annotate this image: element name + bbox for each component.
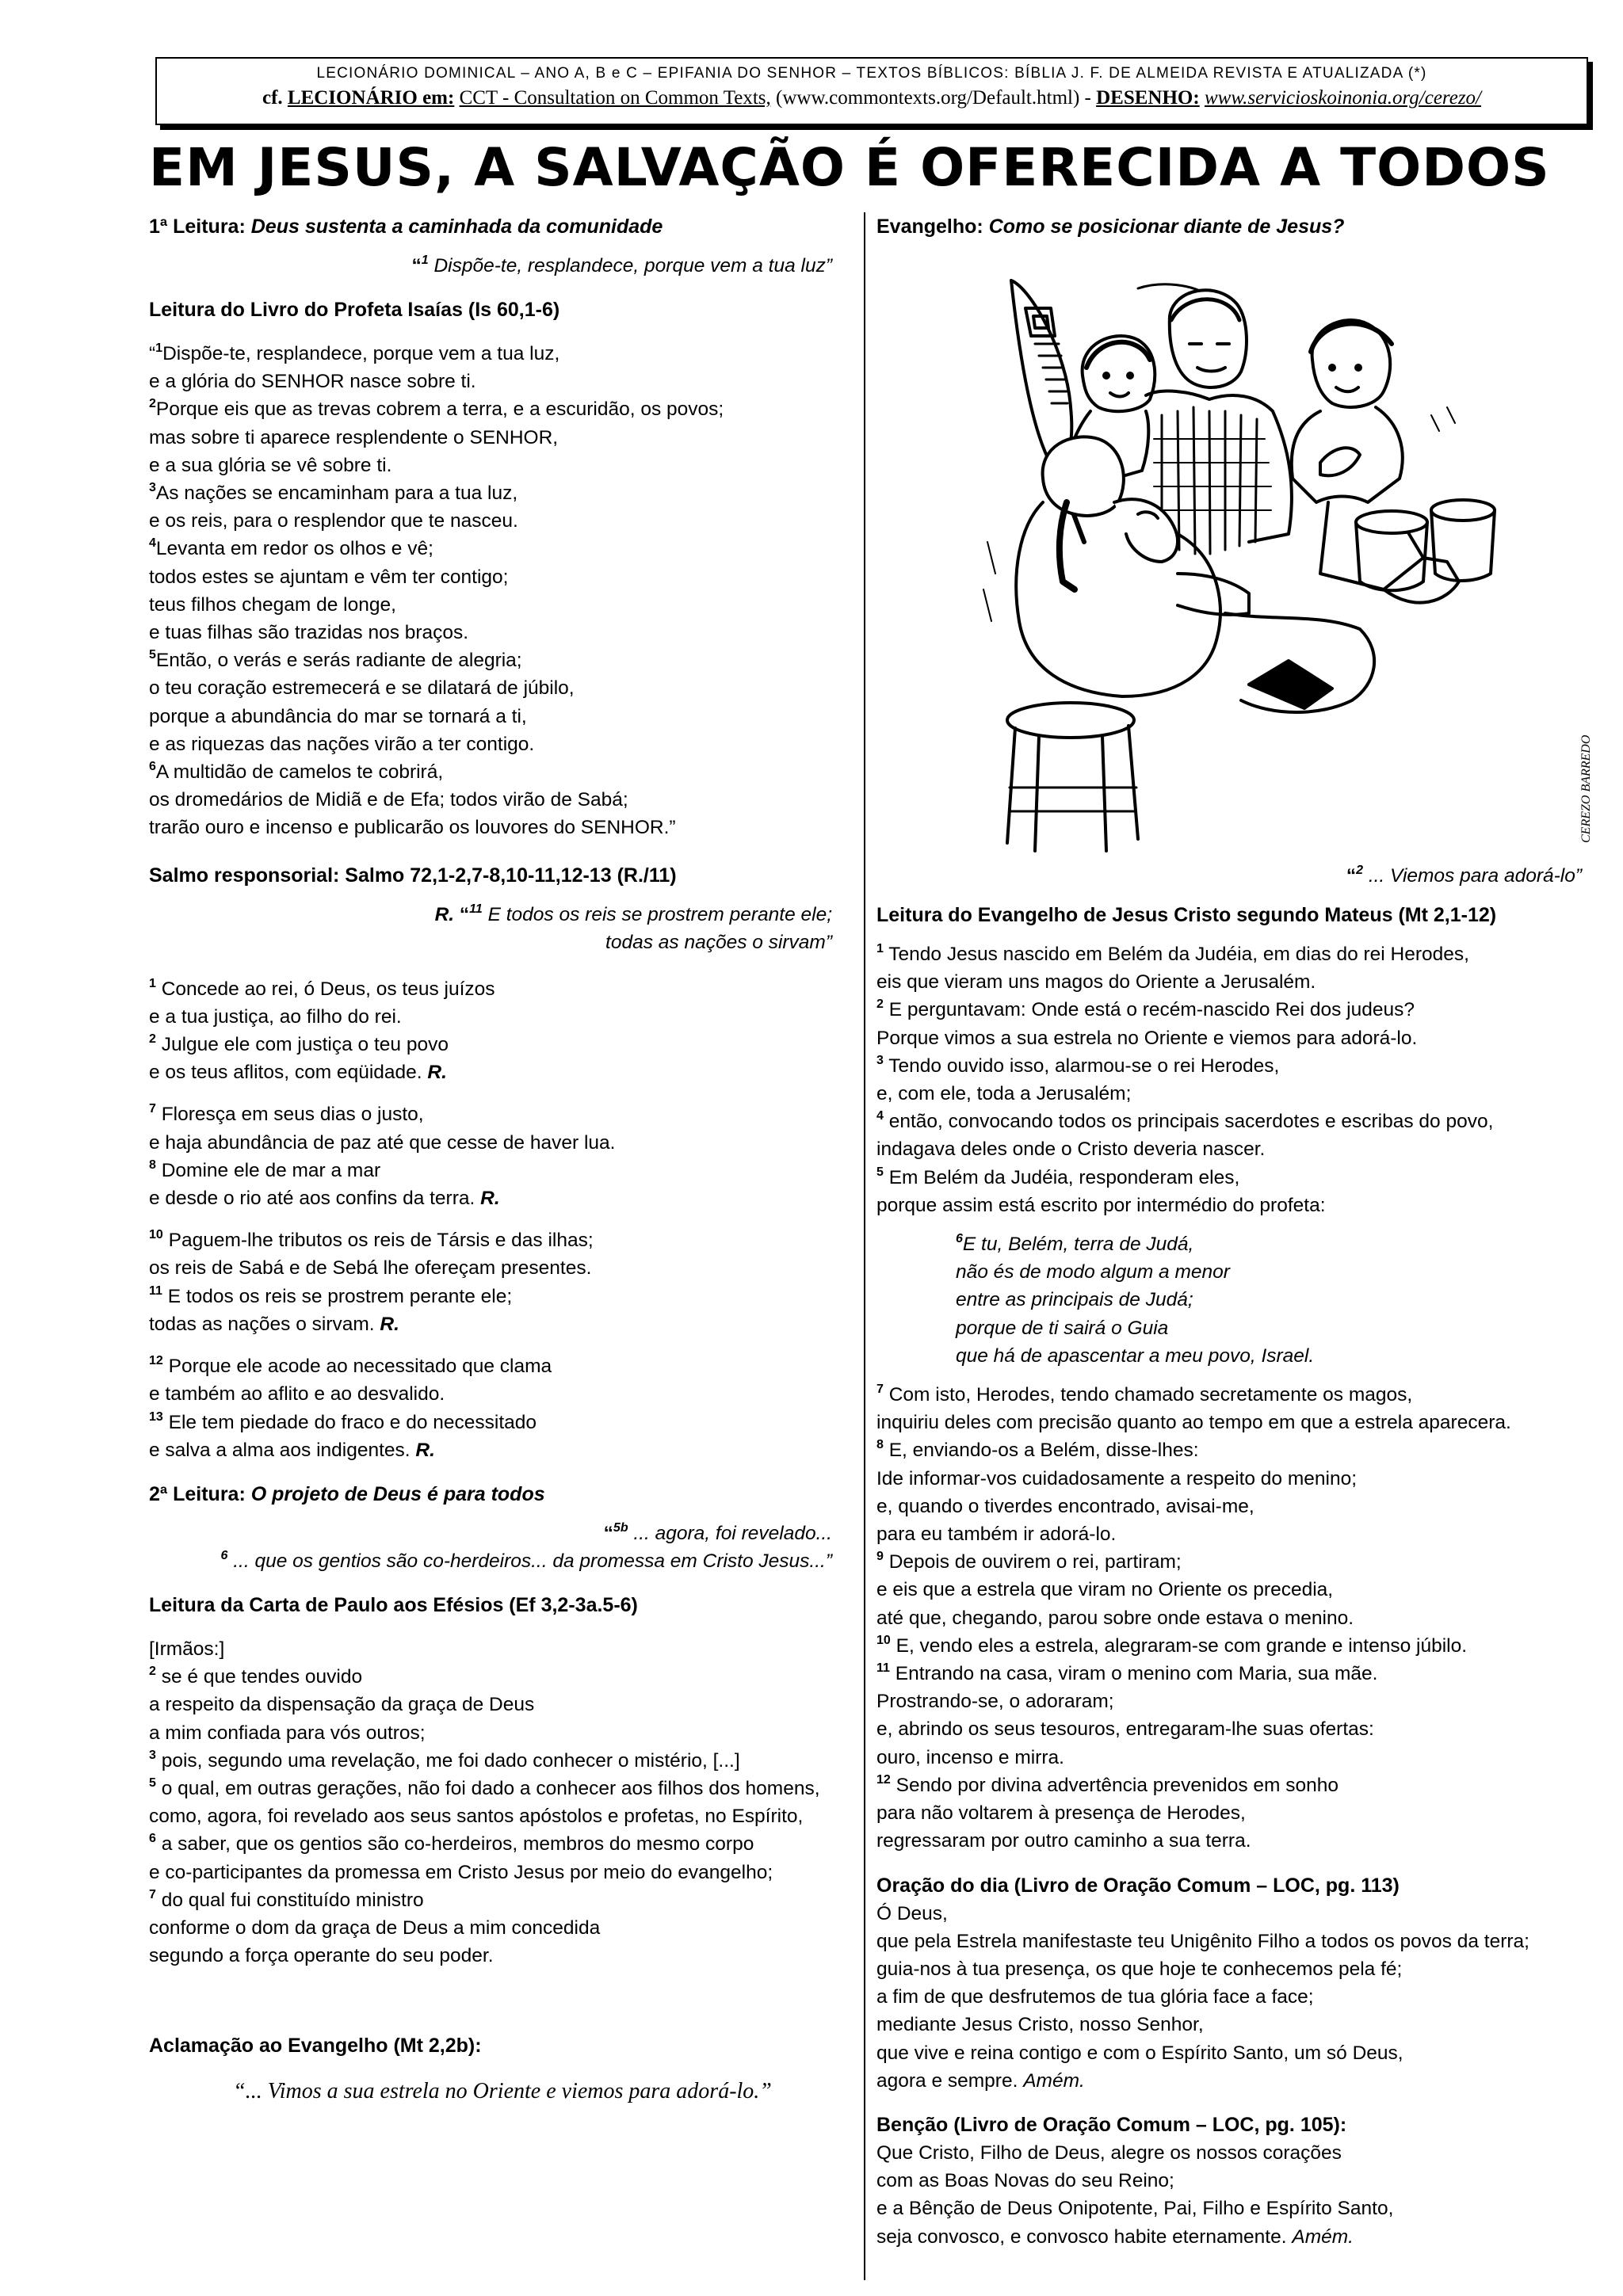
- verse-number: 2: [149, 1032, 156, 1047]
- verse-number: 4: [876, 1109, 884, 1123]
- header-desenho: DESENHO:: [1096, 87, 1200, 109]
- verse-text: e a tua justiça, ao filho do rei.: [149, 1005, 402, 1028]
- verse-text: e os teus aflitos, com eqüidade.: [149, 1062, 428, 1084]
- second-reading-quote: [149, 1520, 856, 1575]
- gospel-heading: Leitura do Evangelho de Jesus Cristo segundo Mateus (Mt 2,1-12): [876, 904, 1497, 926]
- verse-line: [149, 1031, 856, 1058]
- header-lecionario: LECIONÁRIO em:: [287, 87, 455, 109]
- verse-line: [876, 1660, 1606, 1688]
- verse-text: e desde o rio até aos confins da terra.: [149, 1188, 481, 1210]
- verse-line: [149, 674, 856, 702]
- prayer-text: [876, 1900, 1606, 2067]
- verse-line: [149, 1635, 856, 1663]
- gospel-text-part-1: [876, 940, 1606, 1219]
- text-line: a fim de que desfrutemos de tua glória face a face;: [876, 1986, 1314, 2008]
- verse-line: [149, 395, 856, 423]
- verse-number: 5: [149, 1775, 156, 1790]
- second-reading-title: [149, 1480, 856, 1508]
- verse-line: [149, 1691, 856, 1718]
- response-marker: R.: [415, 1439, 435, 1461]
- verse-line: [149, 1283, 856, 1310]
- verse-line: [149, 479, 856, 507]
- verse-text: porque assim está escrito por intermédio do profeta:: [876, 1194, 1326, 1216]
- verse-line: [149, 1719, 856, 1747]
- gospel-label: Evangelho:: [876, 215, 983, 238]
- verse-number: 11: [469, 902, 483, 916]
- prayer-heading: Oração do dia (Livro de Oração Comum – LOC, pg. 113): [876, 1874, 1400, 1897]
- verse-text: todas as nações o sirvam.: [149, 1313, 380, 1335]
- quote-mark: “: [454, 903, 470, 925]
- verse-number: 6: [149, 760, 156, 774]
- text-line: Ó Deus,: [876, 1902, 948, 1924]
- verse-line: [149, 1663, 856, 1691]
- verse-line: [149, 452, 856, 479]
- verse-number: 5: [149, 648, 156, 662]
- psalm-stanza: [149, 1352, 856, 1464]
- verse-line: [149, 1802, 856, 1830]
- verse-text: Concede ao rei, ó Deus, os teus juízos: [155, 978, 495, 1000]
- verse-line: [149, 1310, 856, 1338]
- verse-line: [876, 1744, 1606, 1772]
- psalm-heading: Salmo responsorial: Salmo 72,1-2,7-8,10-11,12-13 (R./11): [149, 864, 677, 887]
- prayer-last-line: [876, 2067, 1606, 2095]
- blessing-heading: Benção (Livro de Oração Comum – LOC, pg. 105):: [876, 2113, 1347, 2136]
- verse-number: 1: [421, 254, 429, 267]
- verse-text: e tuas filhas são trazidas nos braços.: [149, 622, 469, 644]
- quote-mark: “: [411, 255, 422, 277]
- verse-line: [149, 1380, 856, 1408]
- text-line: que vive e reina contigo e com o Espírito Santo, um só Deus,: [876, 2042, 1403, 2064]
- verse-line: [876, 1024, 1606, 1052]
- verse-text: Floresça em seus dias o justo,: [155, 1104, 424, 1126]
- verse-text: e haja abundância de paz até que cesse de haver lua.: [149, 1131, 616, 1154]
- verse-line: [876, 996, 1606, 1024]
- verse-text: a respeito da dispensação da graça de Deus: [149, 1694, 535, 1716]
- verse-line: [876, 1715, 1606, 1743]
- verse-line: [149, 1352, 856, 1380]
- second-reading-theme: O projeto de Deus é para todos: [250, 1482, 545, 1505]
- verse-text: e a glória do SENHOR nasce sobre ti.: [149, 371, 476, 393]
- drum-icon: [1356, 500, 1495, 590]
- verse-line: [149, 1409, 856, 1436]
- acclamation-quote: “... Vimos a sua estrela no Oriente e viemos para adorá-lo.”: [233, 2079, 772, 2104]
- response-line-2: todas as nações o sirvam”: [605, 931, 832, 953]
- verse-line: [956, 1286, 1606, 1314]
- verse-text: e os reis, para o resplendor que te nasceu.: [149, 510, 518, 532]
- verse-line: [876, 1799, 1606, 1827]
- verse-line: [876, 1080, 1606, 1108]
- text-line: e a Bênção de Deus Onipotente, Pai, Filho e Espírito Santo,: [876, 2198, 1394, 2220]
- verse-line: [876, 1164, 1606, 1192]
- verse-line: [149, 368, 856, 395]
- verse-line: [876, 1381, 1606, 1409]
- verse-line: [149, 1747, 856, 1775]
- adoration-drawing: [876, 241, 1606, 862]
- verse-text: teus filhos chegam de longe,: [149, 593, 396, 616]
- verse-text: e, abrindo os seus tesouros, entregaram-lhe suas ofertas:: [876, 1718, 1374, 1741]
- verse-number: 5: [876, 1165, 884, 1179]
- verse-number: 12: [876, 1772, 891, 1787]
- text-line: com as Boas Novas do seu Reino;: [876, 2170, 1174, 2192]
- verse-text: e as riquezas das nações virão a ter contigo.: [149, 733, 535, 755]
- text-line: mediante Jesus Cristo, nosso Senhor,: [876, 2014, 1204, 2036]
- verse-number: 1: [149, 976, 156, 990]
- illustration-signature: CEREZO BARREDO: [1579, 734, 1593, 843]
- verse-line: [149, 1914, 856, 1942]
- verse-line: [876, 1465, 1606, 1493]
- verse-line: [876, 1052, 1606, 1080]
- verse-text: porque a abundância do mar se tornará a ti,: [149, 705, 527, 727]
- verse-line: [149, 703, 856, 730]
- verse-text: Com isto, Herodes, tendo chamado secretamente os magos,: [883, 1384, 1413, 1406]
- verse-line: [876, 1548, 1606, 1576]
- mother-figure: [1016, 437, 1249, 696]
- verse-number: 11: [149, 1283, 162, 1298]
- verse-text: E, vendo eles a estrela, alegraram-se com grande e intenso júbilo.: [890, 1634, 1468, 1657]
- verse-line: [149, 1129, 856, 1157]
- quote-mark: “: [603, 1522, 613, 1544]
- verse-line: [149, 591, 856, 619]
- verse-text: Prostrando-se, o adoraram;: [876, 1691, 1114, 1713]
- verse-line: [876, 1632, 1606, 1660]
- verse-number: 3: [149, 481, 156, 495]
- prayer-closing: agora e sempre.: [876, 2069, 1024, 2092]
- quote-text: ... Viemos para adorá-lo”: [1363, 865, 1582, 887]
- first-reading-title: [149, 212, 856, 241]
- verse-text: e, com ele, toda a Jerusalém;: [876, 1083, 1132, 1105]
- verse-line: [149, 1436, 856, 1464]
- verse-line: [876, 1192, 1606, 1219]
- quote-text: Dispõe-te, resplandece, porque vem a tua luz”: [428, 255, 832, 277]
- verse-number: 11: [876, 1661, 890, 1676]
- verse-number: 2: [149, 397, 156, 411]
- verse-line: [876, 1436, 1606, 1464]
- psalm-text: [149, 975, 856, 1464]
- verse-number: 7: [149, 1102, 156, 1116]
- verse-text: Porque eis que as trevas cobrem a terra, e a escuridão, os povos;: [155, 399, 724, 421]
- verse-line: [876, 968, 1606, 996]
- response-marker: R.: [434, 903, 455, 925]
- verse-text: os reis de Sabá e de Sebá lhe ofereçam presentes.: [149, 1257, 592, 1280]
- verse-line: [956, 1258, 1606, 1286]
- verse-line: [149, 646, 856, 674]
- verse-text: e a sua glória se vê sobre ti.: [149, 454, 392, 476]
- gospel-theme: Como se posicionar diante de Jesus?: [988, 215, 1345, 238]
- verse-line: [149, 1157, 856, 1184]
- verse-line: [149, 1226, 856, 1254]
- verse-number: 13: [149, 1409, 163, 1424]
- verse-number: 7: [876, 1383, 884, 1397]
- verse-text: do qual fui constituído ministro: [155, 1889, 424, 1911]
- verse-line: [149, 563, 856, 591]
- first-reading-label: 1ª Leitura:: [149, 215, 246, 238]
- verse-line: [876, 1108, 1606, 1135]
- quote-mark: “: [149, 343, 156, 364]
- verse-line: [876, 1576, 1606, 1604]
- verse-line: [149, 1886, 856, 1914]
- verse-text: e, quando o tiverdes encontrado, avisai-me,: [876, 1495, 1254, 1517]
- verse-text: então, convocando todos os principais sacerdotes e escribas do povo,: [883, 1111, 1494, 1133]
- verse-line: [149, 758, 856, 786]
- verse-text: Julgue ele com justiça o teu povo: [155, 1034, 449, 1056]
- second-reading-heading: Leitura da Carta de Paulo aos Efésios (Ef 3,2-3a.5-6): [149, 1593, 638, 1616]
- verse-number: 8: [149, 1158, 156, 1172]
- verse-line: [149, 814, 856, 841]
- verse-text: e co-participantes da promessa em Cristo Jesus por meio do evangelho;: [149, 1861, 773, 1883]
- verse-number: 2: [149, 1665, 156, 1679]
- first-reading-heading: Leitura do Livro do Profeta Isaías (Is 60,1-6): [149, 299, 560, 321]
- verse-line: [149, 730, 856, 758]
- verse-text: o teu coração estremecerá e se dilatará de júbilo,: [149, 677, 575, 700]
- verse-text: Paguem-lhe tributos os reis de Társis e das ilhas;: [162, 1230, 594, 1252]
- verse-line: [149, 1775, 856, 1802]
- verse-text: As nações se encaminham para a tua luz,: [155, 482, 518, 505]
- verse-number: 5b: [613, 1520, 628, 1535]
- verse-text: e também ao aflito e ao desvalido.: [149, 1383, 445, 1405]
- verse-text: e salva a alma aos indigentes.: [149, 1439, 416, 1461]
- adoration-illustration: [876, 241, 1606, 862]
- prayer-amen: Amém.: [1023, 2069, 1085, 2092]
- response-marker: R.: [480, 1188, 500, 1210]
- verse-text: Entrando na casa, viram o menino com Maria, sua mãe.: [889, 1663, 1378, 1685]
- psalm-stanza: [149, 1226, 856, 1338]
- gospel-text-part-2: [876, 1381, 1606, 1855]
- verse-line: [876, 1827, 1606, 1855]
- left-column: [149, 212, 856, 2107]
- verse-text: Porque ele acode ao necessitado que clama: [162, 1356, 552, 1378]
- verse-text: mas sobre ti aparece resplendente o SENHOR,: [149, 426, 559, 448]
- gospel-quote: [876, 862, 1606, 890]
- verse-line: [876, 1604, 1606, 1632]
- verse-number: 6: [220, 1548, 228, 1562]
- page-title: EM JESUS, A SALVAÇÃO É OFERECIDA A TODOS: [149, 137, 1550, 198]
- verse-line: [956, 1230, 1606, 1258]
- ephesians-text: [149, 1635, 856, 1970]
- acclamation-heading: Aclamação ao Evangelho (Mt 2,2b):: [149, 2035, 482, 2058]
- verse-number: 2: [876, 997, 884, 1012]
- lectionary-header: [155, 57, 1588, 125]
- verse-text: a mim confiada para vós outros;: [149, 1722, 426, 1744]
- verse-text: inquiriu deles com precisão quanto ao tempo em que a estrela aparecera.: [876, 1412, 1511, 1434]
- verse-text: regressaram por outro caminho a sua terra.: [876, 1830, 1251, 1852]
- psalm-response: [149, 901, 856, 956]
- verse-text: entre as principais de Judá;: [956, 1289, 1193, 1311]
- verse-number: 3: [876, 1053, 884, 1067]
- verse-text: que há de apascentar a meu povo, Israel.: [956, 1344, 1315, 1367]
- verse-line: [149, 1100, 856, 1128]
- verse-line: [149, 1003, 856, 1031]
- response-marker: R.: [427, 1062, 447, 1084]
- verse-line: [149, 507, 856, 535]
- verse-text: [Irmãos:]: [149, 1638, 225, 1660]
- verse-text: não és de modo algum a menor: [956, 1261, 1230, 1283]
- header-cct-url: (www.commontexts.org/Default.html) -: [776, 87, 1091, 109]
- verse-text: se é que tendes ouvido: [155, 1666, 363, 1688]
- verse-line: [149, 1830, 856, 1858]
- verse-line: [956, 1314, 1606, 1342]
- verse-number: 8: [876, 1438, 884, 1452]
- verse-text: pois, segundo uma revelação, me foi dado conhecer o mistério, [...]: [155, 1749, 740, 1772]
- stool-icon: [1007, 703, 1138, 851]
- verse-text: todos estes se ajuntam e vêm ter contigo;: [149, 566, 509, 588]
- verse-text: até que, chegando, parou sobre onde estava o menino.: [876, 1607, 1354, 1629]
- header-cf: cf.: [262, 87, 283, 109]
- verse-text: o qual, em outras gerações, não foi dado a conhecer aos filhos dos homens,: [155, 1777, 820, 1799]
- isaiah-text: [149, 340, 856, 842]
- verse-text: Depois de ouvirem o rei, partiram;: [883, 1551, 1182, 1573]
- right-column: [876, 212, 1606, 2251]
- verse-text: E perguntavam: Onde está o recém-nascido Rei dos judeus?: [883, 999, 1415, 1021]
- text-line: que pela Estrela manifestaste teu Unigênito Filho a todos os povos da terra;: [876, 1930, 1529, 1952]
- verse-number: 10: [149, 1228, 163, 1242]
- verse-text: indagava deles onde o Cristo deveria nascer.: [876, 1138, 1266, 1161]
- psalm-stanza: [149, 975, 856, 1087]
- header-line-1: LECIONÁRIO DOMINICAL – ANO A, B e C – EPIFANIA DO SENHOR – TEXTOS BÍBLICOS: BÍBLIA J. F. DE ALMEIDA REVISTA E ATUALIZADA (*): [316, 65, 1427, 82]
- blessing-amen: Amém.: [1292, 2225, 1354, 2248]
- verse-text: Porque vimos a sua estrela no Oriente e viemos para adorá-lo.: [876, 1027, 1418, 1049]
- column-divider: [864, 212, 865, 2280]
- verse-text: Levanta em redor os olhos e vê;: [155, 538, 433, 560]
- verse-text: trarão ouro e incenso e publicarão os louvores do SENHOR.”: [149, 817, 676, 839]
- first-reading-theme: Deus sustenta a caminhada da comunidade: [250, 215, 663, 238]
- verse-text: para não voltarem à presença de Herodes,: [876, 1802, 1246, 1825]
- header-cct-link[interactable]: CCT - Consultation on Common Texts,: [459, 87, 771, 109]
- verse-text: conforme o dom da graça de Deus a mim concedida: [149, 1917, 601, 1939]
- verse-text: Em Belém da Judéia, responderam eles,: [883, 1166, 1240, 1188]
- verse-number: 4: [149, 536, 156, 551]
- verse-text: Ide informar-vos cuidadosamente a respeito do menino;: [876, 1467, 1358, 1489]
- verse-line: [876, 1135, 1606, 1163]
- response-line-1: E todos os reis se prostrem perante ele;: [482, 903, 832, 925]
- verse-number: 9: [876, 1550, 884, 1564]
- verse-number: 6: [956, 1232, 963, 1246]
- verse-text: Ele tem piedade do fraco e do necessitado: [162, 1411, 537, 1433]
- header-line-2: [165, 84, 1579, 113]
- verse-text: e eis que a estrela que viram no Oriente os precedia,: [876, 1579, 1334, 1601]
- verse-text: A multidão de camelos te cobrirá,: [155, 761, 444, 784]
- verse-text: ouro, incenso e mirra.: [876, 1746, 1064, 1768]
- response-marker: R.: [380, 1313, 399, 1335]
- verse-text: Tendo ouvido isso, alarmou-se o rei Herodes,: [883, 1055, 1280, 1077]
- verse-line: [876, 1772, 1606, 1799]
- verse-line: [956, 1342, 1606, 1370]
- verse-text: E todos os reis se prostrem perante ele;: [162, 1285, 513, 1307]
- verse-number: 7: [149, 1887, 156, 1901]
- verse-number: 1: [155, 341, 163, 355]
- verse-number: 3: [149, 1748, 156, 1762]
- header-site-link[interactable]: www.servicioskoinonia.org/cerezo/: [1204, 87, 1482, 109]
- verse-text: segundo a força operante do seu poder.: [149, 1945, 494, 1967]
- quote-text-2: ... que os gentios são co-herdeiros... da promessa em Cristo Jesus...”: [227, 1550, 832, 1572]
- quote-text-1: ... agora, foi revelado...: [628, 1522, 832, 1544]
- verse-line: [876, 1688, 1606, 1715]
- first-reading-quote: [149, 252, 856, 280]
- verse-line: [149, 619, 856, 646]
- verse-number: 1: [876, 942, 884, 955]
- verse-line: [149, 975, 856, 1003]
- verse-text: E, enviando-os a Belém, disse-lhes:: [883, 1440, 1199, 1462]
- verse-line: [876, 940, 1606, 968]
- psalm-stanza: [149, 1100, 856, 1212]
- verse-text: a saber, que os gentios são co-herdeiros, membros do mesmo corpo: [155, 1833, 754, 1855]
- blessing-last-line: [876, 2223, 1606, 2251]
- text-line: Que Cristo, Filho de Deus, alegre os nossos corações: [876, 2142, 1342, 2164]
- gospel-title: [876, 212, 1606, 241]
- verse-line: [149, 1254, 856, 1282]
- verse-text: E tu, Belém, terra de Judá,: [962, 1234, 1194, 1256]
- verse-line: [876, 1409, 1606, 1436]
- verse-line: [149, 786, 856, 814]
- verse-number: 2: [1356, 864, 1364, 877]
- verse-line: [149, 1058, 856, 1086]
- verse-number: 10: [876, 1633, 891, 1647]
- verse-number: 12: [149, 1354, 163, 1368]
- verse-text: Tendo Jesus nascido em Belém da Judéia, em dias do rei Herodes,: [883, 944, 1469, 965]
- verse-text: os dromedários de Midiã e de Efa; todos virão de Sabá;: [149, 789, 628, 811]
- blessing-closing: seja convosco, e convosco habite eternamente.: [876, 2225, 1293, 2248]
- verse-line: [876, 1520, 1606, 1548]
- verse-line: [149, 535, 856, 563]
- verse-line: [149, 1859, 856, 1886]
- quote-mark: “: [1346, 865, 1357, 887]
- verse-number: 6: [149, 1832, 156, 1846]
- text-line: guia-nos à tua presença, os que hoje te conhecemos pela fé;: [876, 1958, 1403, 1980]
- verse-line: [876, 1493, 1606, 1520]
- second-reading-label: 2ª Leitura:: [149, 1482, 246, 1505]
- verse-text: Dispõe-te, resplandece, porque vem a tua luz,: [162, 343, 560, 364]
- verse-text: como, agora, foi revelado aos seus santos apóstolos e profetas, no Espírito,: [149, 1806, 804, 1828]
- gospel-prophecy: [876, 1230, 1606, 1370]
- verse-line: [149, 424, 856, 452]
- verse-text: porque de ti sairá o Guia: [956, 1317, 1169, 1339]
- verse-text: para eu também ir adorá-lo.: [876, 1524, 1117, 1546]
- verse-text: Domine ele de mar a mar: [155, 1159, 381, 1181]
- verse-line: [149, 1184, 856, 1212]
- verse-text: Então, o verás e serás radiante de alegria;: [155, 650, 522, 672]
- verse-line: [149, 1942, 856, 1970]
- verse-line: [149, 340, 856, 368]
- verse-text: Sendo por divina advertência prevenidos em sonho: [890, 1774, 1339, 1796]
- blessing-text: [876, 2139, 1606, 2223]
- verse-text: eis que vieram uns magos do Oriente a Jerusalém.: [876, 971, 1316, 994]
